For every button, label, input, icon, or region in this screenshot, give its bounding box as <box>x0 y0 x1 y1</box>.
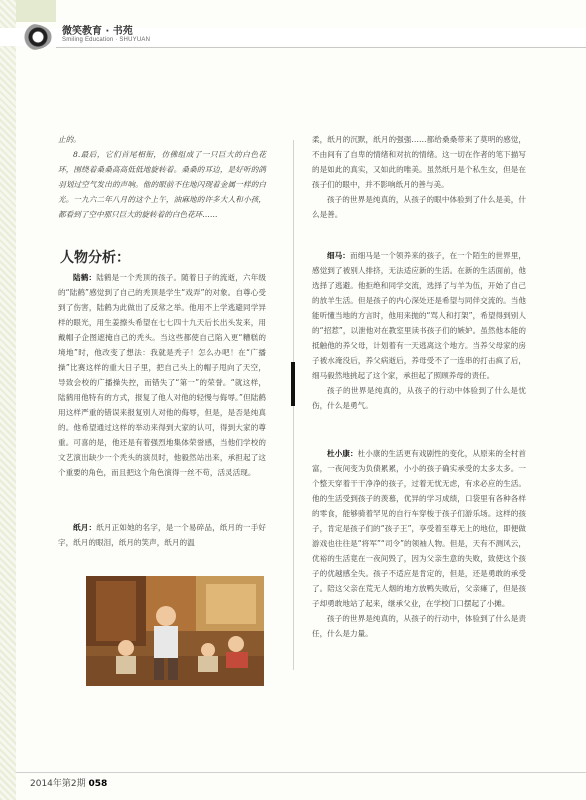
section-title: 人物分析： <box>60 250 130 266</box>
magazine-title: 微笑教育 · 书苑 <box>62 26 133 37</box>
character-xi-ma <box>312 248 526 413</box>
text-lu-he: 陆鹤是一个秃顶的孩子。随着日子的流逝，六年级的“陆鹤”感觉到了自己的秃顶是学生“戏弄”的对象。自尊心受到了伤害，陆鹤为此做出了反常之举。他用不上学逃避同学异样的眼光，用生姜擦头希望在七七四十九天后长出头发来，用戴帽子企图遮掩自己的秃头。当这些都使自己陷入更“糟糕的境地”时，他改变了想法：我就是秃子！怎么办吧！在“广播操”比赛这样的重大日子里，把自己头上的帽子甩向了天空，导致会校的广播操失控，而错失了“第一”的荣誉。“就这样，陆鹤用他特有的方式，报复了他人对他的轻慢与侮辱。”但陆鹤用这样严重的错误来报复别人对他的侮辱，但是，是否是纯真的。他希望通过这样的举动来得到大家的认可，得到大家的尊重。可喜的是，他还是有着强烈地集体荣誉感，当他们学校的文艺演出缺少一个秃头的演员时，他毅然站出来，承担起了这个重要的角色，而且把这个角色演得一丝不苟，活灵活现。 <box>58 273 267 477</box>
right-column-zhi-yue <box>312 132 526 222</box>
text-zhi-yue-continued: 柔，纸月的沉默，纸月的强强……都给桑桑带来了莫明的感觉，不由间有了自卑的情绪和对抗的情绪。这一切在作者的笔下描写的是如此的真实，又如此的唯美。虽然纸月是个私生女，但是在孩子们的眼中，并不影响纸月的善与美。 <box>312 135 526 189</box>
text-xi-ma: 而细马是一个领养来的孩子，在一个陌生的世界里，感觉到了被别人排挤，无法适应新的生活。在新的生活面前，他选择了逃避。他拒绝和同学交流，选择了与羊为伍，开始了自己的放羊生活。但是孩子的内心深处还是希望与同伴交流的。当他能听懂当地的方言时，他用来抛的“骂人和打架”，希望得到别人的“招惹”，以泄他对在教室里读书孩子们的嫉妒。虽然他本能的抵触他的养父母，计划着有一天逃离这个地方。当养父母家的房子被水淹没后，养父病逝后，养母受不了一连串的打击疯了后，细马毅然地挑起了这个家，承担起了照顾养母的责任。 <box>312 251 526 380</box>
summary-xi-ma: 孩子的世界是纯真的，从孩子的行动中体验到了什么是忧伤，什么是勇气。 <box>312 386 526 410</box>
summary-zhi-yue: 孩子的世界是纯真的，从孩子的眼中体验到了什么是美，什么是善。 <box>312 195 526 219</box>
stage-performance-photo <box>86 576 264 686</box>
magazine-subtitle: Smiling Education · SHUYUAN <box>62 37 151 43</box>
page-number: 058 <box>88 779 108 789</box>
footer-divider <box>16 772 586 773</box>
swirl-logo-icon <box>12 24 52 50</box>
character-du-xiao-kang <box>312 446 526 641</box>
character-zhi-yue-left <box>58 520 266 550</box>
left-column <box>58 132 266 222</box>
summary-du-xiao-kang: 孩子的世界是纯真的，从孩子的行动中，体验到了什么是责任，什么是力量。 <box>312 614 526 638</box>
name-lu-he: 陆鹤： <box>73 273 97 282</box>
name-xi-ma: 细马： <box>327 251 350 260</box>
name-du-xiao-kang: 杜小康： <box>327 449 358 458</box>
issue-label: 2014年第2期 <box>30 779 86 789</box>
footer <box>30 776 107 789</box>
character-lu-he <box>58 270 266 480</box>
stage-photo-illustration <box>86 576 264 686</box>
paragraph-continuation: 止的。 <box>58 135 81 144</box>
paragraph-8: 8.最后，它们首尾相衔，仿佛组成了一只巨大的白色花环，围绕着桑桑高高低低地旋转着。桑桑的耳边，是好听的鸽羽划过空气发出的声响。他的眼前不住地闪现着金属一样的白光。一九六二年八月的这个上午，油麻地的许多大人和小孩，都看到了空中那只巨大的旋转着的白色花环…… <box>58 150 266 219</box>
left-decorative-strip <box>0 0 16 800</box>
name-zhi-yue: 纸月： <box>73 523 97 532</box>
column-marker <box>291 362 295 406</box>
text-du-xiao-kang: 杜小康的生活更有戏剧性的变化，从原来的全村首富，一夜间变为负债累累，小小的孩子确实承受的太多太多。一个整天穿着干干净净的孩子，过着无忧无虑，有求必应的生活。他的生活受到孩子的羡慕，优异的学习成绩，口袋里有各种各样的零食，能够骑着罕见的自行车穿梭于孩子们游乐场。这样的孩子，肯定是孩子们的“孩子王”，享受着至尊无上的地位，即便做游戏也往往是“将军”“司令”的领袖人物。但是，天有不测风云，优裕的生活竟在一夜间毁了，因为父亲生意的失败，致使这个孩子的优越感全失。孩子不适应是肯定的，但是，还是勇敢的承受了。陪这父亲在荒无人烟的地方放鸭失败后，父亲瘫了，但是孩子却勇敢地站了起来，继承父业，在学校门口摆起了小摊。 <box>312 449 526 608</box>
header-divider <box>56 47 586 48</box>
text-zhi-yue-start: 纸月正如她的名字，是一个易碎品，纸月的一手好字，纸月的眼泪，纸月的笑声，纸月的温 <box>58 523 267 547</box>
